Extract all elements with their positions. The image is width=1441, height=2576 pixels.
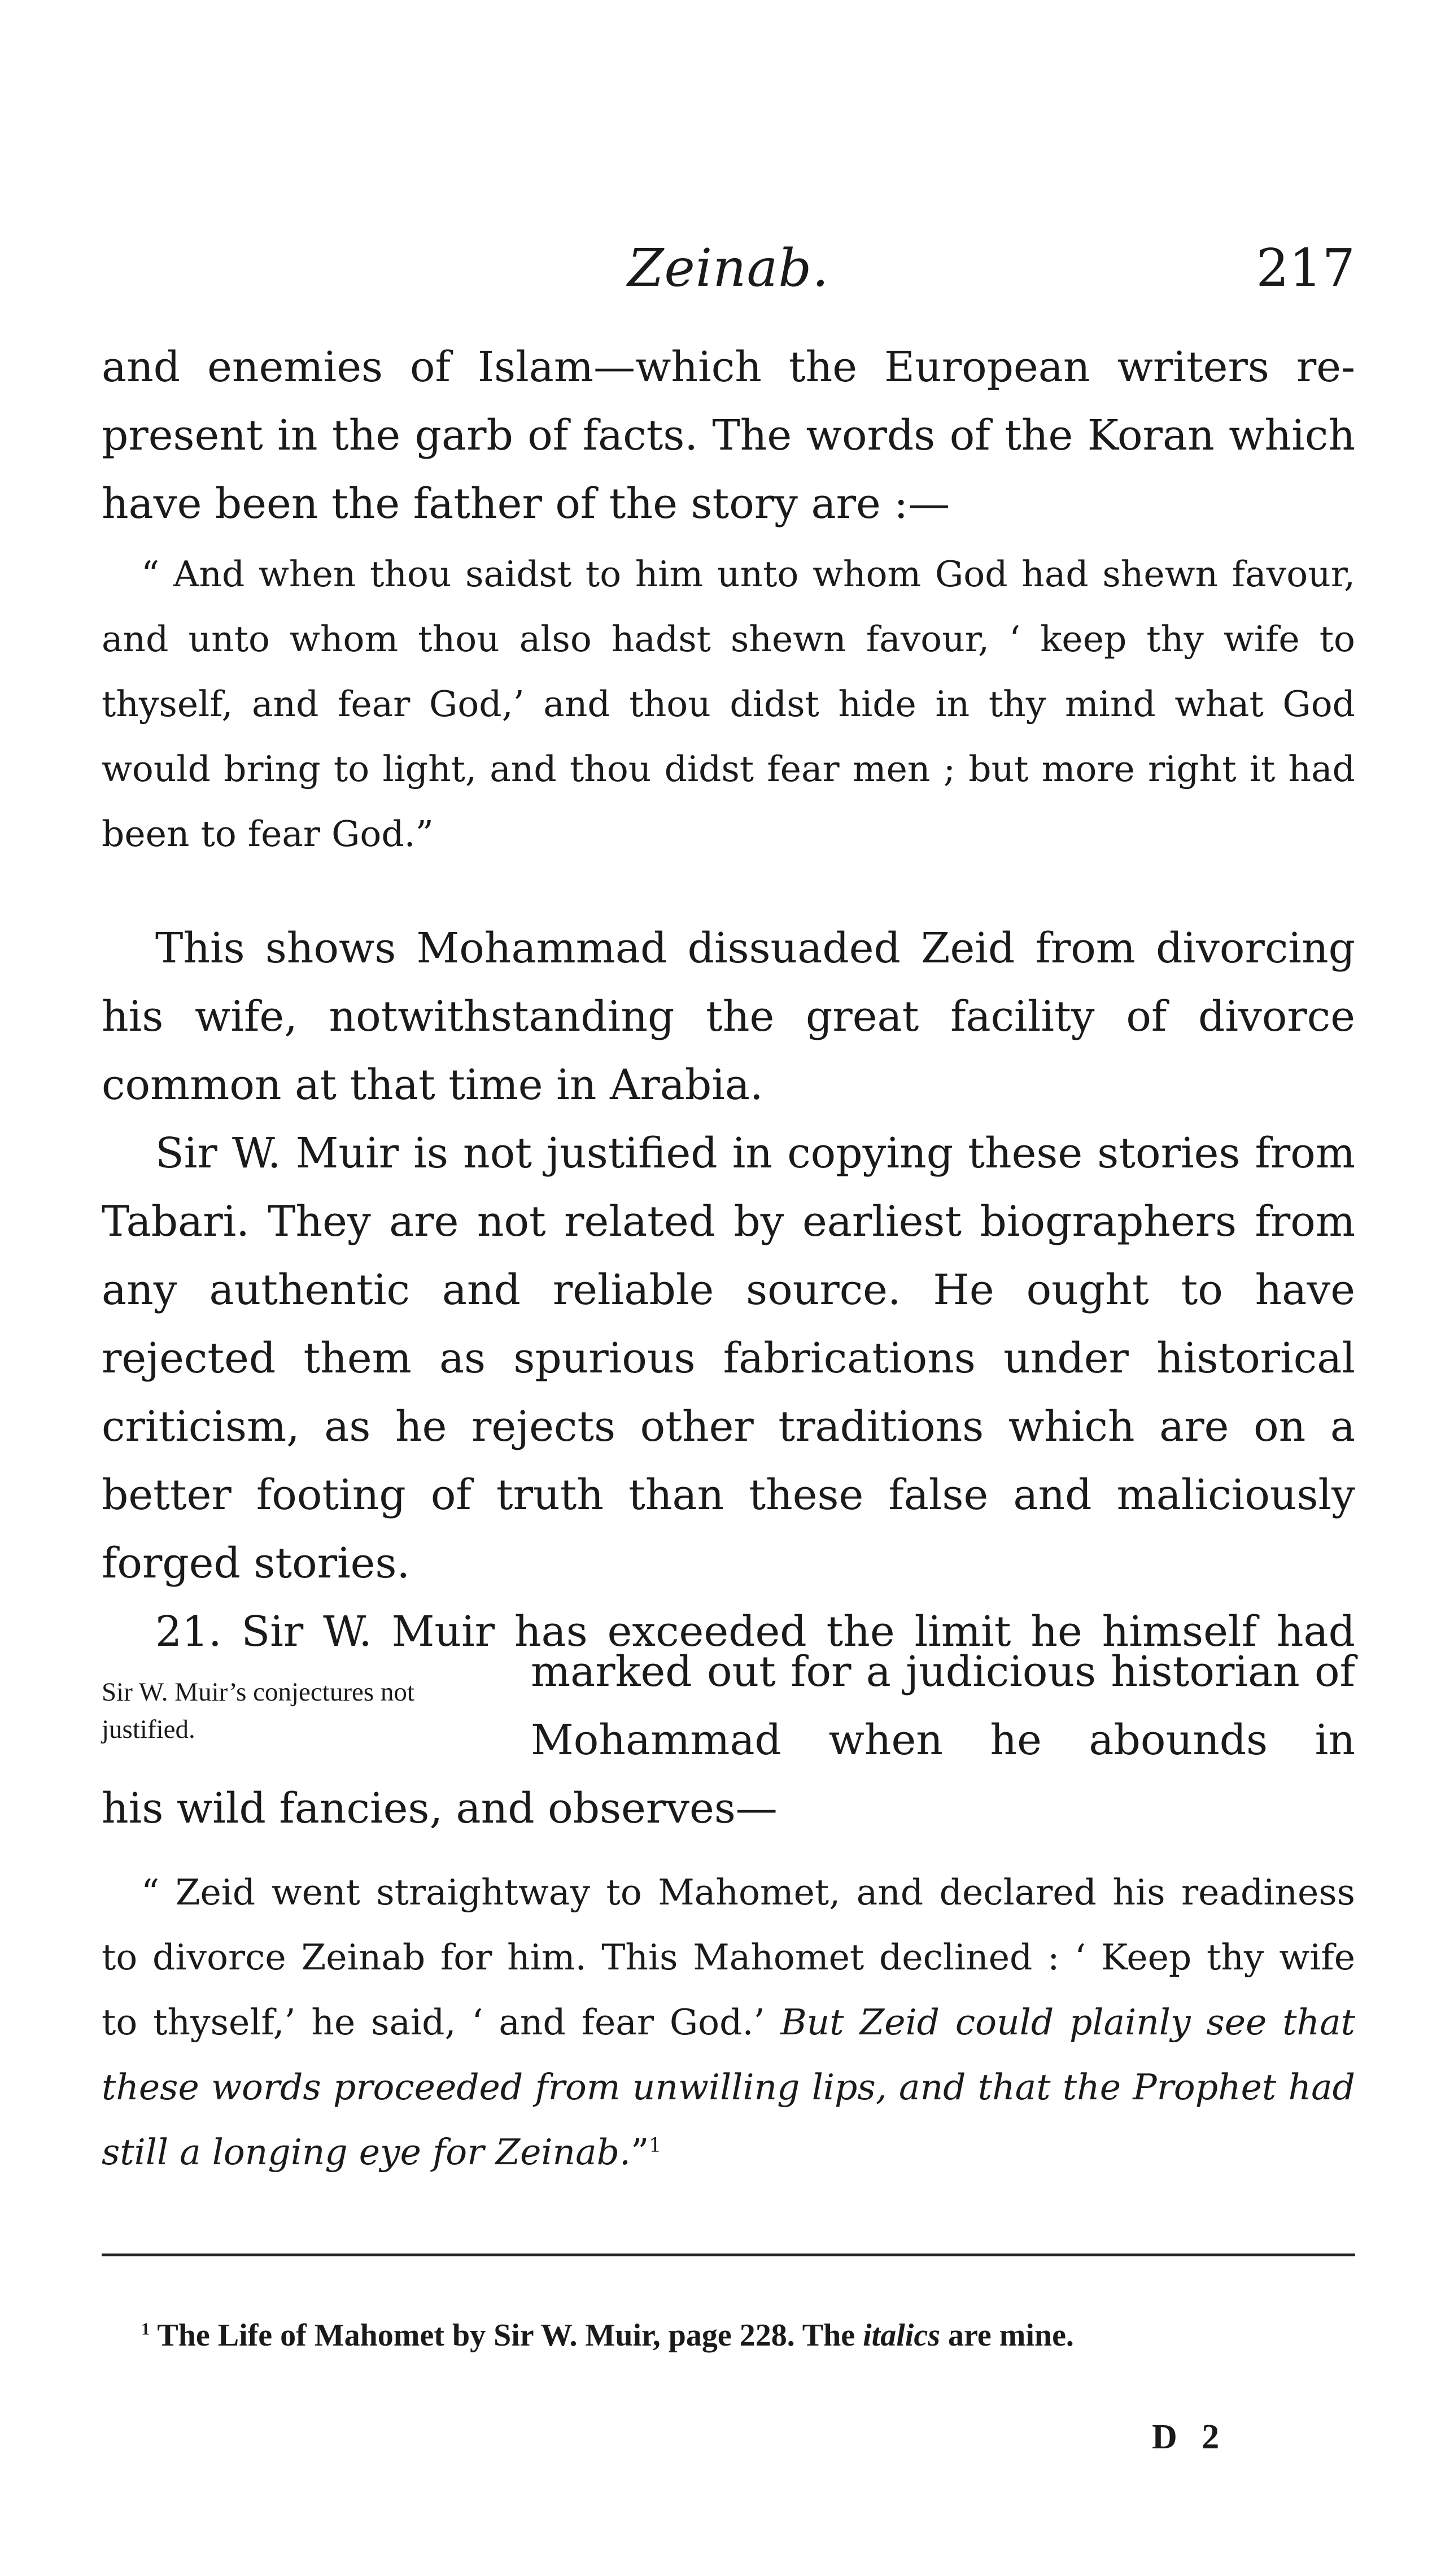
footnote [102,2307,1355,2364]
paragraph-continued: and enemies of Islam—which the European writers re-present in the garb of facts. The words of the Koran which have been the father of the story are :— [102,343,1355,528]
running-title: Zeinab. [627,238,829,298]
main-text-top [102,333,1355,1666]
muir-quotation [102,1860,1355,2185]
footnote-rule [102,2254,1355,2256]
paragraph-21-end: his wild fancies, and observes— [102,1784,778,1833]
paragraph-21-start: 21. Sir W. Muir has exceeded the limit he himself had [155,1607,1355,1656]
muir-quotation-close: ” [631,2132,649,2173]
page-header [102,237,1355,311]
footnote-marker: 1 [141,2319,150,2339]
page-number: 217 [1256,238,1355,298]
footnote-text-after: are mine. [940,2318,1074,2353]
paragraph-21-beside-note: marked out for a judicious historian of Mohammad when he abounds in [531,1647,1355,1764]
paragraph-dissuaded: This shows Mohammad dissuaded Zeid from divorcing his wife, notwithstanding the great facility of divorce common at that time in Arabia. [102,924,1355,1109]
koran-quotation: “ And when thou saidst to him unto whom God had shewn favour, and unto whom thou also hadst shewn favour, ‘ keep thy wife to thyself, and fear God,’ and thou didst hide in thy mind what God would bring to light, and thou didst fear men ; but more right it had been to fear God.” [102,553,1355,855]
side-note: Sir W. Muir’s conjectures not justified. [102,1677,414,1744]
main-text-bottom [102,1775,1355,2185]
muir-quotation-italic: But Zeid could plainly see that these words proceeded from unwilling lips, and that the Prophet had still a longing eye for Zeinab. [102,2002,1355,2173]
footnote-text-italic: italics [863,2318,941,2353]
footnote-reference: 1 [649,2134,662,2157]
footnote-text-before: The Life of Mahomet by Sir W. Muir, page 228. The [150,2318,863,2353]
paragraph-not-justified: Sir W. Muir is not justified in copying these stories from Tabari. They are not related by earliest biographers from any authentic and reliable source. He ought to have rejected them as spurious fabrications under historical criticism, as he rejects other traditions which are on a better footing of truth than these false and maliciously forged stories. [102,1129,1355,1588]
signature-mark: D 2 [1152,2418,1228,2456]
muir-quotation-plain: “ Zeid went straightway to Mahomet, and declared his readiness to divorce Zeinab for him. This Mahomet declined : ‘ Keep thy wife to thyself,’ he said, ‘ and fear God.’ [102,1872,1355,2043]
